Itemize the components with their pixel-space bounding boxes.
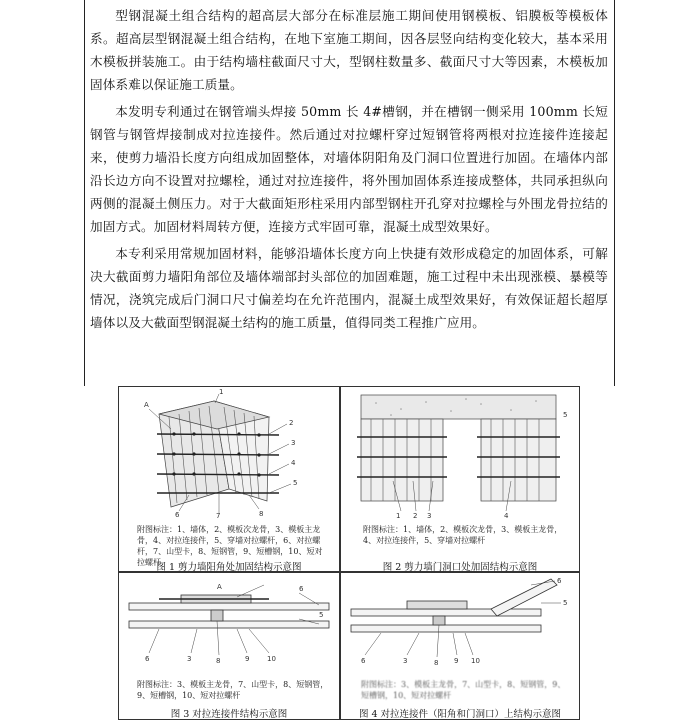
figure-1-caption: 图 1 剪力墙阳角处加固结构示意图 [156, 562, 302, 573]
figure-2-cell [340, 386, 580, 572]
fig4-label-10: 10 [471, 657, 480, 665]
figure-4-note: 附图标注：3、模板主龙骨，7、山型卡，8、短钢管，9、短槽钢，10、短对拉螺杆 [361, 680, 566, 700]
fig3-label-6-top: 6 [299, 585, 304, 593]
fig1-label-7: 7 [216, 512, 221, 519]
fig4-label-6: 6 [361, 657, 366, 665]
figure-2-drawing [341, 389, 581, 519]
paragraph-3: 本专利采用常规加固材料，能够沿墙体长度方向上快捷有效形成稳定的加固体系，可解决大截面剪力墙阳角部位及墙体端部封头部位的加固难题，施工过程中未出现涨模、暴模等情况，浇筑完成后门洞口尺寸偏差均在允许范围内，混凝土成型效果好，有效保证超长超厚墙体以及大截面型钢混凝土结构的施工质量，值得同类工程推广应用。 [90, 246, 608, 330]
fig2-label-1: 1 [396, 512, 401, 519]
fig3-label-10: 10 [267, 655, 276, 663]
fig1-label-5: 5 [293, 479, 298, 487]
left-margin-rule [84, 0, 85, 386]
fig4-label-8: 8 [434, 659, 439, 667]
figure-4-caption: 图 4 对拉连接件（阳角和门洞口）上结构示意图 [358, 709, 562, 720]
fig3-label-9: 9 [245, 655, 250, 663]
fig1-label-8: 8 [259, 510, 264, 518]
fig4-label-5: 5 [563, 599, 568, 607]
fig3-label-3: 3 [187, 655, 192, 663]
figure-1-cell [118, 386, 340, 572]
fig2-label-4: 4 [504, 512, 509, 519]
fig3-label-6: 6 [145, 655, 150, 663]
figure-3-note: 附图标注：3、模板主龙骨，7、山型卡，8、短钢管，9、短槽钢，10、短对拉螺杆 [137, 680, 329, 700]
fig1-label-a: A [144, 401, 149, 409]
fig2-label-3: 3 [427, 512, 432, 519]
body-text [90, 4, 608, 334]
fig4-label-3: 3 [403, 657, 408, 665]
figure-3-drawing [119, 573, 341, 669]
paragraph-2: 本发明专利通过在钢管端头焊接 50mm 长 4#槽钢，并在槽钢一侧采用 100mm 长短钢管与钢管焊接制成对拉连接件。然后通过对拉螺杆穿过短钢管将两根对拉连接件连接起来，使剪力墙沿长度方向组成加固整体，对墙体阴阳角及门洞口位置进行加固。在墙体内部沿长边方向不设置对拉螺栓，通过对拉连接件，将外围加固体系连接成整体，共同承担纵向两侧的混凝土侧压力。对于大截面矩形柱采用内部型钢柱开孔穿对拉螺栓与外围龙骨拉结的加固方式。加固材料周转方便，连接方式牢固可靠，混凝土成型效果好。 [90, 104, 608, 234]
fig2-label-2: 2 [413, 512, 418, 519]
fig1-label-1: 1 [219, 389, 224, 396]
figure-4-drawing [341, 573, 581, 669]
figure-2-note: 附图标注：1、墙体，2、模板次龙骨，3、模板主龙骨，4、对拉连接件，5、穿墙对拉螺杆 [363, 525, 563, 545]
fig4-label-6-top: 6 [557, 577, 562, 585]
figure-3-caption: 图 3 对拉连接件结构示意图 [170, 709, 288, 720]
figure-1-drawing [119, 389, 341, 519]
fig4-label-9: 9 [454, 657, 459, 665]
right-margin-rule [614, 0, 615, 386]
figure-1-note: 附图标注：1、墙体，2、模板次龙骨，3、模板主龙骨，4、对拉连接件，5、穿墙对拉螺杆，6、对拉螺杆，7、山型卡，8、短钢管，9、短槽钢，10、短对拉螺杆 [137, 525, 323, 567]
figure-2-caption: 图 2 剪力墙门洞口处加固结构示意图 [382, 562, 538, 573]
figure-4-cell [340, 572, 580, 720]
fig1-label-2: 2 [289, 419, 294, 427]
fig1-label-4: 4 [291, 459, 296, 467]
paragraph-1: 型钢混凝土组合结构的超高层大部分在标准层施工期间使用钢模板、铝膜板等模板体系。超高层型钢混凝土组合结构，在地下室施工期间，因各层竖向结构变化较大，基本采用木模板拼装施工。由于结构墙柱截面尺寸大，型钢柱数量多、截面尺寸大等因素，木模板加固体系难以保证施工质量。 [90, 8, 608, 92]
fig1-label-6: 6 [175, 511, 180, 519]
fig2-label-5: 5 [563, 411, 568, 419]
fig3-label-5: 5 [319, 611, 324, 619]
fig3-label-a: A [217, 583, 222, 591]
figure-3-cell [118, 572, 340, 720]
fig1-label-3: 3 [291, 439, 296, 447]
fig3-label-8: 8 [216, 657, 221, 665]
